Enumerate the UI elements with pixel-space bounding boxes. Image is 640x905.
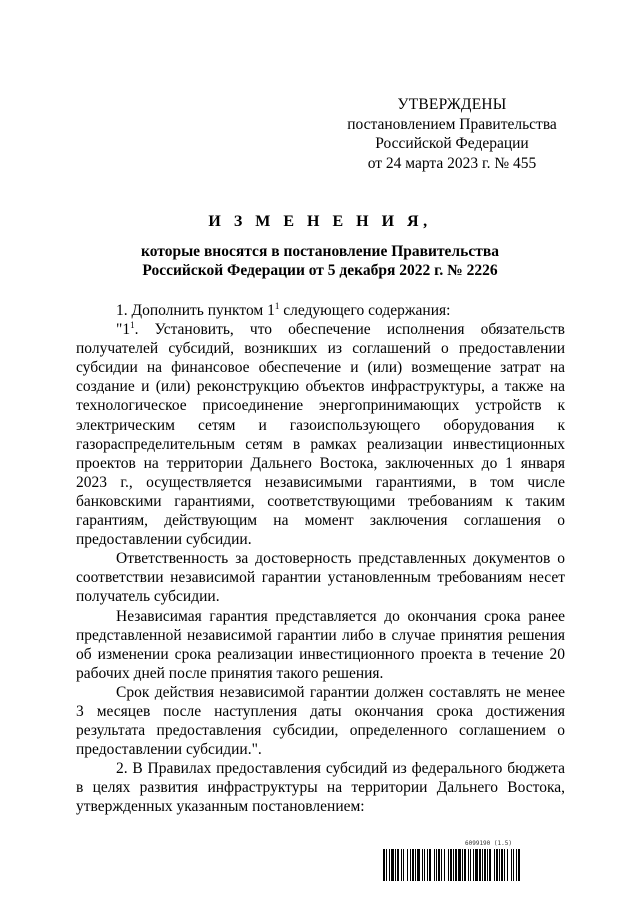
- paragraph-2-text: "1: [116, 321, 131, 339]
- superscript-index: 1: [130, 320, 135, 331]
- superscript-index: 1: [274, 301, 280, 311]
- approval-line-1: постановлением Правительства: [347, 115, 557, 133]
- paragraph-2: [76, 320, 565, 549]
- paragraph-1-text: 1. Дополнить пунктом 1: [116, 302, 275, 319]
- paragraph-1: [76, 301, 565, 320]
- paragraph-3: Ответственность за достоверность представленных документов о соответствии независимой гарантии установленным требованиям несет получатель субсидии.: [76, 550, 565, 606]
- barcode-number: 6099190 (1.5): [465, 840, 512, 847]
- paragraph-6: 2. В Правилах предоставления субсидий из федерального бюджета в целях развития инфраструктуры на территории Дальнего Востока, утвержденных указанным постановлением:: [76, 760, 565, 816]
- document-subheading: [60, 242, 580, 280]
- approval-title: УТВЕРЖДЕНЫ: [397, 96, 507, 113]
- approval-line-2: Российской Федерации: [375, 135, 529, 152]
- approval-line-3: от 24 марта 2023 г. № 455: [367, 154, 537, 172]
- paragraph-5: Срок действия независимой гарантии должен составлять не менее 3 месяцев после наступления даты окончания срока достижения результата предоставления субсидии, определенного соглашением о предоставлении субсидии.".: [76, 683, 565, 759]
- paragraph-2-text-end: . Установить, что обеспечение исполнения обязательств получателей субсидий, возникших из соглашений о предоставлении субсидии на финансовое обеспечение и (или) возмещение затрат на создание и (или) реконструкцию объектов инфраструктуры, а также на технологическое присоединение энергопринимающих устройств к электрическим сетям и газоиспользующего оборудования к газораспределительным сетям в рамках реализации инвестиционных проектов на территории Дальнего Востока, заключенных до 1 января 2023 г., осуществляется независимыми гарантиями, в том числе банковскими гарантиями, соответствующими требованиям к таким гарантиям, действующим на момент заключения соглашения о предоставлении субсидии.: [76, 321, 565, 549]
- approval-stamp: [332, 95, 572, 173]
- document-body: [76, 301, 565, 817]
- document-barcode: [383, 840, 573, 888]
- subheading-line-2: Российской Федерации от 5 декабря 2022 г. № 2226: [142, 262, 498, 279]
- paragraph-4: Независимая гарантия представляется до окончания срока ранее представленной независимой гарантии либо в случае принятия решения об изменении срока реализации инвестиционного проекта в течение 20 рабочих дней после принятия такого решения.: [76, 607, 565, 682]
- document-heading: И З М Е Н Е Н И Я,: [208, 213, 432, 230]
- subheading-line-1: которые вносятся в постановление Правительства: [141, 243, 499, 260]
- paragraph-1-text-end: следующего содержания:: [279, 302, 451, 319]
- barcode-icon: [383, 849, 573, 881]
